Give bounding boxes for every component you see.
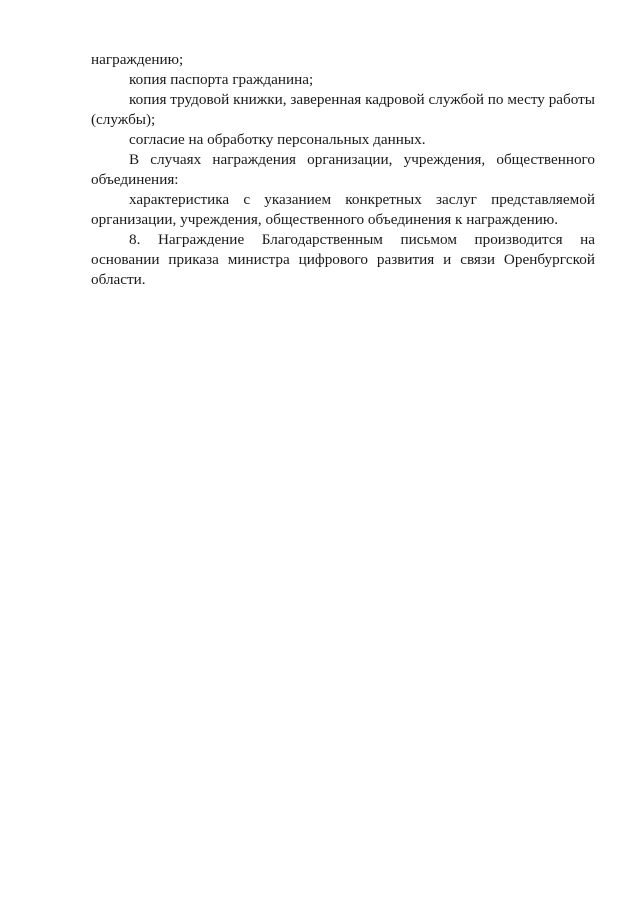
paragraph-passport-copy: копия паспорта гражданина; bbox=[129, 71, 314, 88]
paragraph-employment-record-copy: копия трудовой книжки, заверенная кадровой службой по месту работы (службы); bbox=[91, 91, 595, 128]
paragraph-award-order: 8. Награждение Благодарственным письмом производится на основании приказа министра цифрового развития и связи Оренбургской области. bbox=[91, 231, 595, 288]
paragraph-organization-characteristics: характеристика с указанием конкретных заслуг представляемой организации, учреждения, общественного объединения к награждению. bbox=[91, 191, 595, 228]
paragraph-organization-awards: В случаях награждения организации, учреждения, общественного объединения: bbox=[91, 151, 595, 188]
paragraph-personal-data-consent: согласие на обработку персональных данных. bbox=[129, 131, 426, 148]
paragraph-award-continuation: награждению; bbox=[91, 51, 184, 68]
document-body bbox=[91, 50, 595, 290]
